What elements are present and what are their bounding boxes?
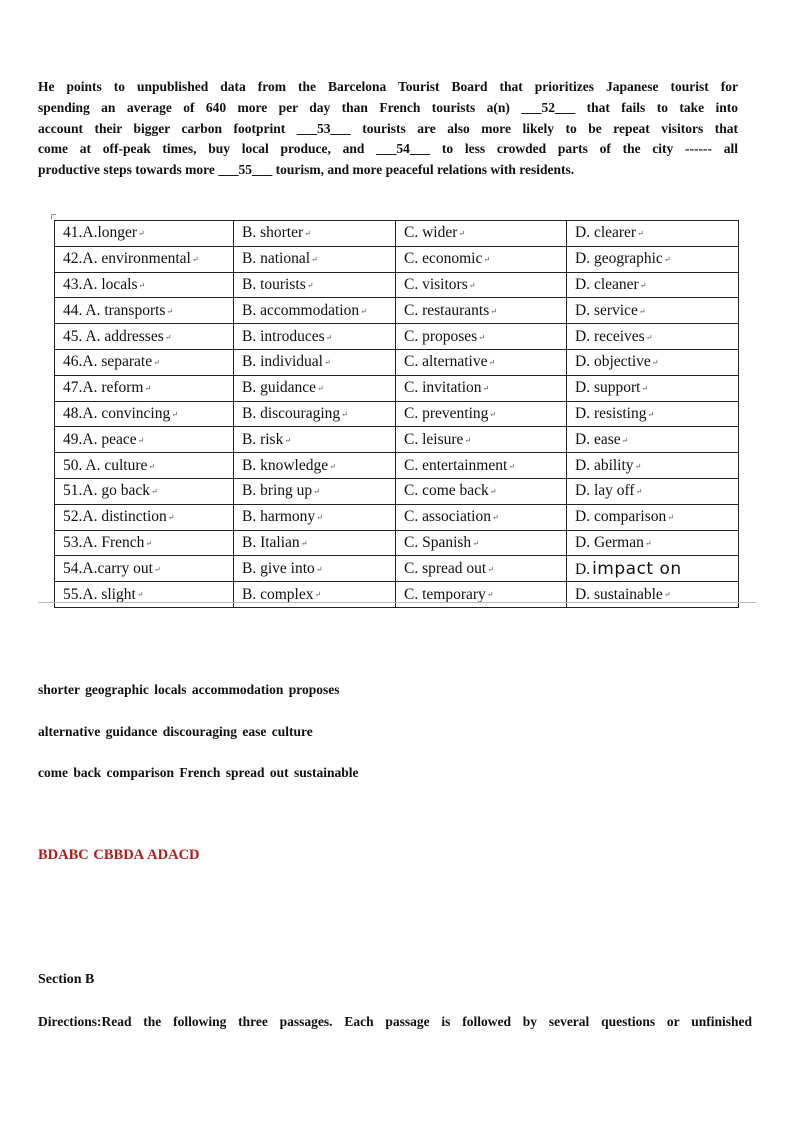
table-cell [396, 582, 567, 608]
options-table [54, 220, 739, 608]
option-text: B. risk [242, 430, 284, 448]
paragraph-mark-icon: ↵ [329, 461, 336, 471]
option-text: D. comparison [575, 508, 667, 526]
table-cell [234, 324, 396, 350]
paragraph-mark-icon: ↵ [138, 229, 145, 239]
table-cell [234, 427, 396, 453]
table-cell [234, 478, 396, 504]
table-cell [55, 453, 234, 479]
paragraph-mark-icon: ↵ [635, 487, 643, 497]
paragraph-mark-icon: ↵ [490, 306, 497, 316]
option-text: B. harmony [242, 508, 316, 526]
option-text: D. resisting [575, 404, 647, 422]
paragraph-mark-icon: ↵ [316, 513, 323, 523]
table-cell [567, 272, 739, 298]
table-cell [567, 427, 739, 453]
table-row [55, 504, 739, 530]
paragraph-mark-icon: ↵ [637, 229, 644, 239]
option-text: 55.A. slight [63, 585, 136, 603]
option-text: 52.A. distinction [63, 508, 167, 526]
paragraph-mark-icon: ↵ [663, 590, 671, 600]
table-cell [396, 375, 567, 401]
option-text: C. come back [404, 482, 489, 500]
table-row [55, 530, 739, 556]
option-text: C. leisure [404, 430, 464, 448]
table-row [55, 298, 739, 324]
paragraph-mark-icon: ↵ [306, 280, 314, 290]
table-cell [567, 478, 739, 504]
paragraph-mark-icon: ↵ [300, 538, 308, 548]
passage-line: productive steps towards more ___55___ tourism, and more peaceful relations with residents. [38, 162, 575, 178]
table-cell [567, 401, 739, 427]
passage-line: spending an average of 640 more per day than French tourists a(n) ___52___ that fails to take into [38, 99, 738, 115]
table-cell [55, 582, 234, 608]
option-text: D. support [575, 379, 641, 397]
option-text: B. shorter [242, 224, 304, 242]
option-text: 54.A.carry out [63, 559, 153, 577]
option-text: D. German [575, 533, 644, 551]
option-text: D. [575, 560, 591, 578]
paragraph-mark-icon: ↵ [164, 332, 172, 342]
paragraph-mark-icon: ↵ [325, 332, 333, 342]
option-text: B. accommodation [242, 301, 360, 319]
paragraph-mark-icon: ↵ [644, 538, 652, 548]
option-text: 53.A. French [63, 533, 145, 551]
table-cell [55, 530, 234, 556]
paragraph-mark-icon: ↵ [482, 384, 490, 394]
paragraph-mark-icon: ↵ [153, 564, 161, 574]
table-cell [55, 349, 234, 375]
table-cell [567, 349, 739, 375]
option-text: 51.A. go back [63, 482, 150, 500]
table-cell [567, 556, 739, 582]
paragraph-mark-icon: ↵ [667, 513, 674, 523]
table-cell [55, 221, 234, 247]
option-text: B. guidance [242, 379, 317, 397]
option-text: 42.A. environmental [63, 250, 191, 268]
option-text: C. alternative [404, 353, 488, 371]
paragraph-mark-icon: ↵ [487, 564, 494, 574]
option-text: 41.A.longer [63, 224, 138, 242]
paragraph-mark-icon: ↵ [171, 409, 178, 419]
paragraph-mark-icon: ↵ [136, 590, 144, 600]
paragraph-mark-icon: ↵ [638, 306, 646, 316]
overlay-text: impact on [592, 558, 682, 579]
paragraph-mark-icon: ↵ [491, 513, 499, 523]
table-cell [567, 453, 739, 479]
paragraph-mark-icon: ↵ [315, 564, 323, 574]
paragraph-mark-icon: ↵ [464, 435, 472, 445]
option-text: D. clearer [575, 224, 637, 242]
option-text: 43.A. locals [63, 275, 138, 293]
option-text: C. proposes [404, 327, 478, 345]
paragraph-mark-icon: ↵ [304, 229, 311, 239]
table-row [55, 427, 739, 453]
paragraph-mark-icon: ↵ [634, 461, 642, 471]
paragraph-mark-icon: ↵ [486, 590, 494, 600]
paragraph-mark-icon: ↵ [488, 358, 496, 368]
option-text: D. lay off [575, 482, 635, 500]
paragraph-mark-icon: ↵ [317, 384, 324, 394]
table-cell [55, 401, 234, 427]
table-cell [396, 556, 567, 582]
table-cell [567, 324, 739, 350]
paragraph-mark-icon: ↵ [468, 280, 476, 290]
table-cell [396, 530, 567, 556]
option-text: D. service [575, 301, 638, 319]
table-cell [234, 504, 396, 530]
option-text: B. bring up [242, 482, 313, 500]
table-cell [55, 324, 234, 350]
paragraph-mark-icon: ↵ [508, 461, 516, 471]
table-cell [396, 298, 567, 324]
paragraph-mark-icon: ↵ [144, 384, 152, 394]
paragraph-mark-icon: ↵ [645, 332, 653, 342]
paragraph-mark-icon: ↵ [647, 409, 655, 419]
table-row [55, 556, 739, 582]
option-text: C. economic [404, 250, 483, 268]
paragraph-mark-icon: ↵ [641, 384, 649, 394]
table-cell [567, 375, 739, 401]
option-text: D. receives [575, 327, 645, 345]
option-text: C. association [404, 508, 491, 526]
paragraph-mark-icon: ↵ [311, 255, 318, 265]
option-text: C. wider [404, 224, 458, 242]
table-cell [396, 427, 567, 453]
option-text: B. complex [242, 585, 314, 603]
table-cell [234, 375, 396, 401]
option-text: 46.A. separate [63, 353, 153, 371]
answer-key: BDABC CBBDA ADACD [38, 847, 200, 863]
option-text: 47.A. reform [63, 379, 144, 397]
paragraph-mark-icon: ↵ [166, 306, 174, 316]
option-text: D. ability [575, 456, 634, 474]
option-text: 48.A. convincing [63, 404, 171, 422]
table-bottom-rule [38, 602, 756, 603]
option-text: 44. A. transports [63, 301, 166, 319]
option-text: B. introduces [242, 327, 325, 345]
paragraph-mark-icon: ↵ [313, 487, 320, 497]
table-cell [234, 401, 396, 427]
table-cell [55, 375, 234, 401]
table-cell [567, 246, 739, 272]
table-row [55, 349, 739, 375]
option-text: B. individual [242, 353, 323, 371]
table-cell [396, 221, 567, 247]
table-cell [567, 298, 739, 324]
option-text: C. invitation [404, 379, 482, 397]
table-cell [396, 504, 567, 530]
paragraph-mark-icon: ↵ [145, 538, 153, 548]
paragraph-mark-icon: ↵ [651, 358, 659, 368]
paragraph-mark-icon: ↵ [191, 255, 199, 265]
table-row [55, 324, 739, 350]
table-cell [567, 582, 739, 608]
table-cell [55, 478, 234, 504]
paragraph-mark-icon: ↵ [483, 255, 491, 265]
table-row [55, 453, 739, 479]
paragraph-mark-icon: ↵ [137, 435, 145, 445]
table-cell [396, 272, 567, 298]
table-cell [55, 298, 234, 324]
table-cell [567, 504, 739, 530]
passage-paragraph [38, 77, 738, 181]
table-cell [567, 221, 739, 247]
option-text: C. visitors [404, 275, 468, 293]
paragraph-mark-icon: ↵ [341, 409, 348, 419]
table-cell [396, 401, 567, 427]
answer-words-line: come back comparison French spread out sustainable [38, 765, 359, 780]
option-text: B. give into [242, 559, 315, 577]
paragraph-mark-icon: ↵ [314, 590, 322, 600]
corner-mark [51, 214, 56, 219]
table-row [55, 478, 739, 504]
paragraph-mark-icon: ↵ [138, 280, 146, 290]
option-text: C. restaurants [404, 301, 490, 319]
table-cell [55, 556, 234, 582]
directions-text: Directions:Read the following three passages. Each passage is followed by several questions or unfinished [38, 1014, 752, 1029]
paragraph-mark-icon: ↵ [639, 280, 647, 290]
option-text: C. temporary [404, 585, 486, 603]
paragraph-mark-icon: ↵ [323, 358, 331, 368]
table-cell [55, 504, 234, 530]
paragraph-mark-icon: ↵ [478, 332, 485, 342]
table-row [55, 246, 739, 272]
table-row [55, 272, 739, 298]
option-text: D. sustainable [575, 585, 663, 603]
paragraph-mark-icon: ↵ [360, 306, 367, 316]
table-cell [234, 349, 396, 375]
table-cell [396, 246, 567, 272]
table-row [55, 401, 739, 427]
paragraph-mark-icon: ↵ [489, 487, 497, 497]
paragraph-mark-icon: ↵ [472, 538, 479, 548]
option-text: D. geographic [575, 250, 663, 268]
table-cell [234, 530, 396, 556]
paragraph-mark-icon: ↵ [621, 435, 629, 445]
table-cell [396, 453, 567, 479]
paragraph-mark-icon: ↵ [489, 409, 497, 419]
option-text: B. knowledge [242, 456, 329, 474]
paragraph-mark-icon: ↵ [663, 255, 671, 265]
paragraph-mark-icon: ↵ [167, 513, 175, 523]
answer-words-line: alternative guidance discouraging ease culture [38, 724, 313, 739]
table-cell [234, 298, 396, 324]
passage-line: He points to unpublished data from the Barcelona Tourist Board that prioritizes Japanese tourist for [38, 79, 738, 94]
option-text: C. Spanish [404, 533, 472, 551]
option-text: B. discouraging [242, 404, 341, 422]
table-cell [234, 272, 396, 298]
table-cell [396, 349, 567, 375]
option-text: D. cleaner [575, 275, 639, 293]
paragraph-mark-icon: ↵ [458, 229, 466, 239]
table-cell [234, 582, 396, 608]
table-cell [55, 427, 234, 453]
table-cell [396, 324, 567, 350]
option-text: D. ease [575, 430, 621, 448]
table-cell [234, 221, 396, 247]
table-cell [396, 478, 567, 504]
table-row [55, 582, 739, 608]
passage-line: account their bigger carbon footprint ___53___ tourists are also more likely to be repeat visitors that [38, 120, 738, 136]
table-cell [55, 272, 234, 298]
paragraph-mark-icon: ↵ [153, 358, 160, 368]
passage-line: come at off-peak times, buy local produce, and ___54___ to less crowded parts of the city ------ all [38, 141, 738, 157]
option-text: C. spread out [404, 559, 487, 577]
option-text: B. national [242, 250, 311, 268]
option-text: C. entertainment [404, 456, 508, 474]
table-cell [55, 246, 234, 272]
options-table-image [38, 212, 756, 604]
table-cell [234, 246, 396, 272]
option-text: 45. A. addresses [63, 327, 164, 345]
paragraph-mark-icon: ↵ [284, 435, 292, 445]
option-text: C. preventing [404, 404, 489, 422]
option-text: B. tourists [242, 275, 306, 293]
option-text: 50. A. culture [63, 456, 148, 474]
paragraph-mark-icon: ↵ [148, 461, 156, 471]
answer-words-line: shorter geographic locals accommodation proposes [38, 682, 340, 697]
table-cell [234, 453, 396, 479]
option-text: B. Italian [242, 533, 300, 551]
table-cell [234, 556, 396, 582]
table-cell [567, 530, 739, 556]
option-text: 49.A. peace [63, 430, 137, 448]
table-row [55, 375, 739, 401]
paragraph-mark-icon: ↵ [150, 487, 158, 497]
section-title: Section B [38, 972, 95, 987]
table-row [55, 221, 739, 247]
option-text: D. objective [575, 353, 651, 371]
